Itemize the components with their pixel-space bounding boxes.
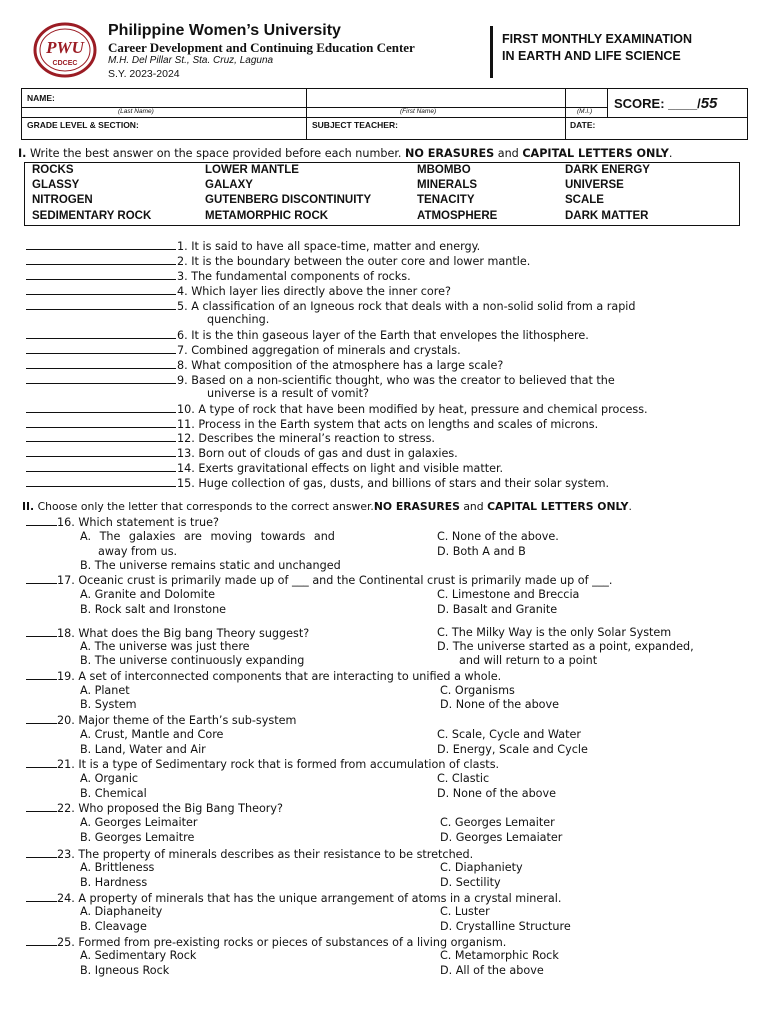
score-total: 55 — [700, 95, 718, 112]
answer-blank[interactable] — [26, 757, 57, 768]
question-text: 19. A set of interconnected components that are interacting to unified a whole. — [57, 670, 502, 683]
choice-option: A. Crust, Mantle and Core — [80, 728, 224, 741]
school-year: S.Y. 2023-2024 — [108, 68, 180, 80]
word-bank-term: UNIVERSE — [565, 179, 624, 192]
question-text: 24. A property of minerals that has the unique arrangement of atoms in a crystal mineral. — [57, 892, 562, 905]
word-bank-term: GALAXY — [205, 179, 253, 192]
question-text: 22. Who proposed the Big Bang Theory? — [57, 802, 283, 815]
choice-option: B. Chemical — [80, 787, 147, 800]
choice-option: C. The Milky Way is the only Solar System — [437, 626, 672, 639]
choice-option: C. Limestone and Breccia — [437, 588, 580, 601]
exam-title-line1: FIRST MONTHLY EXAMINATION — [502, 32, 693, 46]
part1-emph1: NO ERASURES — [405, 147, 495, 160]
part2-and: and — [463, 500, 484, 513]
choice-option: D. Basalt and Granite — [437, 603, 558, 616]
part2-numeral: II. — [22, 500, 35, 513]
identification-item — [26, 431, 435, 445]
multiple-choice-question — [26, 669, 501, 683]
grade-section-label: GRADE LEVEL & SECTION: — [27, 120, 139, 130]
part2-emph1: NO ERASURES — [373, 500, 460, 513]
choice-option: A. The galaxies are moving towards and — [80, 530, 335, 543]
answer-blank[interactable] — [26, 713, 57, 724]
answer-blank[interactable] — [26, 269, 176, 280]
identification-item — [26, 284, 451, 298]
answer-blank[interactable] — [26, 284, 176, 295]
question-text: 3. The fundamental components of rocks. — [177, 270, 411, 283]
part2-end: . — [628, 500, 632, 513]
identification-item — [26, 358, 503, 372]
first-name-caption: (First Name) — [400, 108, 437, 115]
part2-instructions — [22, 500, 632, 513]
word-bank-term: TENACITY — [417, 194, 475, 207]
choice-option: A. Granite and Dolomite — [80, 588, 216, 601]
word-bank-term: MBOMBO — [417, 164, 471, 176]
score-prefix: SCORE: ____/ — [614, 96, 701, 111]
identification-item — [26, 476, 609, 490]
choice-option: D. Sectility — [440, 876, 501, 889]
identification-item — [26, 239, 480, 253]
choice-option: A. Planet — [80, 684, 130, 697]
info-col-divider — [565, 89, 566, 139]
choice-option: A. Brittleness — [80, 861, 155, 874]
question-text: 2. It is the boundary between the outer core and lower mantle. — [177, 255, 531, 268]
identification-item — [26, 299, 636, 313]
answer-blank[interactable] — [26, 358, 176, 369]
choice-option: C. Georges Lemaiter — [440, 816, 555, 829]
choice-option: D. All of the above — [440, 964, 544, 977]
answer-blank[interactable] — [26, 299, 176, 310]
mi-caption: (M.I.) — [577, 108, 593, 115]
answer-blank[interactable] — [26, 573, 57, 584]
answer-blank[interactable] — [26, 891, 57, 902]
choice-option: D. Crystalline Structure — [440, 920, 571, 933]
subject-teacher-label: SUBJECT TEACHER: — [312, 120, 398, 130]
student-info-table — [21, 88, 748, 140]
choice-option: C. Metamorphic Rock — [440, 949, 559, 962]
part1-instructions — [18, 147, 672, 160]
question-text: 8. What composition of the atmosphere has a large scale? — [177, 359, 504, 372]
question-text: 23. The property of minerals describes as their resistance to be stretched. — [57, 848, 474, 861]
choice-option: D. Georges Lemaiater — [440, 831, 563, 844]
choice-option: D. None of the above — [437, 787, 557, 800]
choice-option: C. Diaphaniety — [440, 861, 523, 874]
question-text: 12. Describes the mineral’s reaction to stress. — [177, 432, 435, 445]
choice-option: C. Scale, Cycle and Water — [437, 728, 581, 741]
word-bank-term: GUTENBERG DISCONTINUITY — [205, 194, 372, 207]
identification-item — [26, 446, 458, 460]
multiple-choice-question — [26, 847, 473, 861]
question-text: 16. Which statement is true? — [57, 516, 219, 529]
choice-option: A. Diaphaneity — [80, 905, 163, 918]
choice-option: B. Hardness — [80, 876, 148, 889]
answer-blank[interactable] — [26, 515, 57, 526]
exam-title-line2: IN EARTH AND LIFE SCIENCE — [502, 49, 681, 63]
header-divider — [490, 26, 493, 78]
identification-item — [26, 373, 615, 387]
university-logo — [33, 22, 97, 78]
part2-text: Choose only the letter that corresponds to the correct answer. — [37, 500, 374, 513]
multiple-choice-question — [26, 713, 296, 727]
answer-blank[interactable] — [26, 239, 176, 250]
choice-option: C. None of the above. — [437, 530, 559, 543]
identification-item — [26, 461, 503, 475]
question-text: 5. A classification of an Igneous rock that deals with a non-solid solid from a rapid — [177, 300, 636, 313]
word-bank-term: DARK MATTER — [565, 209, 649, 222]
answer-blank[interactable] — [26, 254, 176, 265]
choice-option: B. Cleavage — [80, 920, 147, 933]
identification-item — [26, 417, 598, 431]
answer-blank[interactable] — [26, 402, 176, 413]
choice-option: D. The universe started as a point, expanded, — [437, 640, 694, 653]
answer-blank[interactable] — [26, 461, 176, 472]
multiple-choice-question — [26, 573, 612, 587]
choice-option: C. Organisms — [440, 684, 515, 697]
choice-option: C. Clastic — [437, 772, 490, 785]
answer-blank[interactable] — [26, 801, 57, 812]
word-bank-term: ATMOSPHERE — [417, 209, 498, 222]
question-text: 14. Exerts gravitational effects on light and visible matter. — [177, 462, 504, 475]
question-text: 6. It is the thin gaseous layer of the Earth that envelopes the lithosphere. — [177, 329, 589, 342]
word-bank-term: METAMORPHIC ROCK — [205, 209, 329, 222]
question-text: 17. Oceanic crust is primarily made up of ___ and the Continental crust is primarily made up of ___. — [57, 574, 613, 587]
question-continuation: universe is a result of vomit? — [207, 387, 369, 400]
identification-item — [26, 328, 589, 342]
word-bank-term: SCALE — [565, 194, 604, 207]
answer-blank[interactable] — [26, 476, 176, 487]
question-text: 9. Based on a non-scientific thought, who was the creator to believed that the — [177, 374, 615, 387]
university-name: Philippine Women’s University — [108, 22, 341, 39]
choice-option: B. Rock salt and Ironstone — [80, 603, 227, 616]
answer-blank[interactable] — [26, 328, 176, 339]
choice-option: B. The universe remains static and unchanged — [80, 559, 341, 572]
part1-text: Write the best answer on the space provided before each number. — [29, 147, 402, 160]
identification-item — [26, 402, 648, 416]
question-text: 1. It is said to have all space-time, matter and energy. — [177, 240, 481, 253]
answer-blank[interactable] — [26, 935, 57, 946]
multiple-choice-question — [26, 801, 283, 815]
choice-option: D. Energy, Scale and Cycle — [437, 743, 588, 756]
part1-numeral: I. — [18, 147, 27, 160]
multiple-choice-question — [26, 515, 219, 529]
choice-option: A. The universe was just there — [80, 640, 250, 653]
answer-blank[interactable] — [26, 431, 176, 442]
choice-option: C. Luster — [440, 905, 490, 918]
choice-option: and will return to a point — [459, 654, 598, 667]
multiple-choice-question — [26, 626, 309, 640]
answer-blank[interactable] — [26, 669, 57, 680]
part2-emph2: CAPITAL LETTERS ONLY — [487, 500, 629, 513]
date-label: DATE: — [570, 120, 596, 130]
answer-blank[interactable] — [26, 626, 57, 637]
multiple-choice-question — [26, 891, 561, 905]
word-bank-term: MINERALS — [417, 179, 478, 192]
choice-option: B. System — [80, 698, 137, 711]
question-text: 4. Which layer lies directly above the inner core? — [177, 285, 451, 298]
answer-blank[interactable] — [26, 847, 57, 858]
question-text: 25. Formed from pre-existing rocks or pieces of substances of a living organism. — [57, 936, 507, 949]
choice-option: B. Georges Lemaitre — [80, 831, 195, 844]
logo-text: PWU — [46, 38, 84, 57]
last-name-caption: (Last Name) — [118, 108, 154, 115]
part1-end: . — [668, 147, 673, 160]
question-text: 21. It is a type of Sedimentary rock that is formed from accumulation of clasts. — [57, 758, 500, 771]
question-text: 11. Process in the Earth system that acts on lengths and scales of microns. — [177, 418, 599, 431]
question-text: 18. What does the Big bang Theory suggest? — [57, 627, 310, 640]
choice-option: D. Both A and B — [437, 545, 526, 558]
answer-blank[interactable] — [26, 373, 176, 384]
part1-and: and — [497, 147, 519, 160]
choice-option: away from us. — [98, 545, 178, 558]
choice-option: B. The universe continuously expanding — [80, 654, 305, 667]
name-label: NAME: — [27, 93, 55, 103]
word-bank-term: NITROGEN — [32, 194, 93, 207]
choice-option: B. Igneous Rock — [80, 964, 170, 977]
question-continuation: quenching. — [207, 313, 270, 326]
question-text: 10. A type of rock that have been modified by heat, pressure and chemical process. — [177, 403, 648, 416]
question-text: 7. Combined aggregation of minerals and crystals. — [177, 344, 461, 357]
answer-blank[interactable] — [26, 417, 176, 428]
info-col-divider — [607, 89, 608, 117]
identification-item — [26, 269, 411, 283]
identification-item — [26, 343, 461, 357]
question-text: 13. Born out of clouds of gas and dust in galaxies. — [177, 447, 458, 460]
choice-option: A. Georges Leimaiter — [80, 816, 198, 829]
school-address: M.H. Del Pillar St., Sta. Cruz, Laguna — [108, 55, 274, 66]
choice-option: B. Land, Water and Air — [80, 743, 206, 756]
logo-subtext: CDCEC — [52, 60, 78, 67]
word-bank-term: DARK ENERGY — [565, 164, 650, 176]
word-bank — [24, 162, 740, 226]
exam-title — [502, 31, 692, 65]
answer-blank[interactable] — [26, 446, 176, 457]
multiple-choice-question — [26, 935, 506, 949]
question-text: 20. Major theme of the Earth’s sub-system — [57, 714, 297, 727]
part1-emph2: CAPITAL LETTERS ONLY — [522, 147, 669, 160]
word-bank-term: ROCKS — [32, 164, 74, 176]
info-row-divider — [22, 107, 607, 108]
center-name: Career Development and Continuing Education Center — [108, 40, 415, 55]
choice-option: D. None of the above — [440, 698, 560, 711]
choice-option: A. Sedimentary Rock — [80, 949, 197, 962]
word-bank-term: GLASSY — [32, 179, 80, 192]
answer-blank[interactable] — [26, 343, 176, 354]
word-bank-term: LOWER MANTLE — [205, 164, 299, 176]
info-col-divider — [306, 89, 307, 139]
multiple-choice-question — [26, 757, 499, 771]
identification-item — [26, 254, 530, 268]
info-row-divider — [22, 117, 747, 118]
question-text: 15. Huge collection of gas, dusts, and billions of stars and their solar system. — [177, 477, 610, 490]
score-label — [614, 95, 717, 112]
choice-option: A. Organic — [80, 772, 139, 785]
word-bank-term: SEDIMENTARY ROCK — [32, 209, 152, 222]
